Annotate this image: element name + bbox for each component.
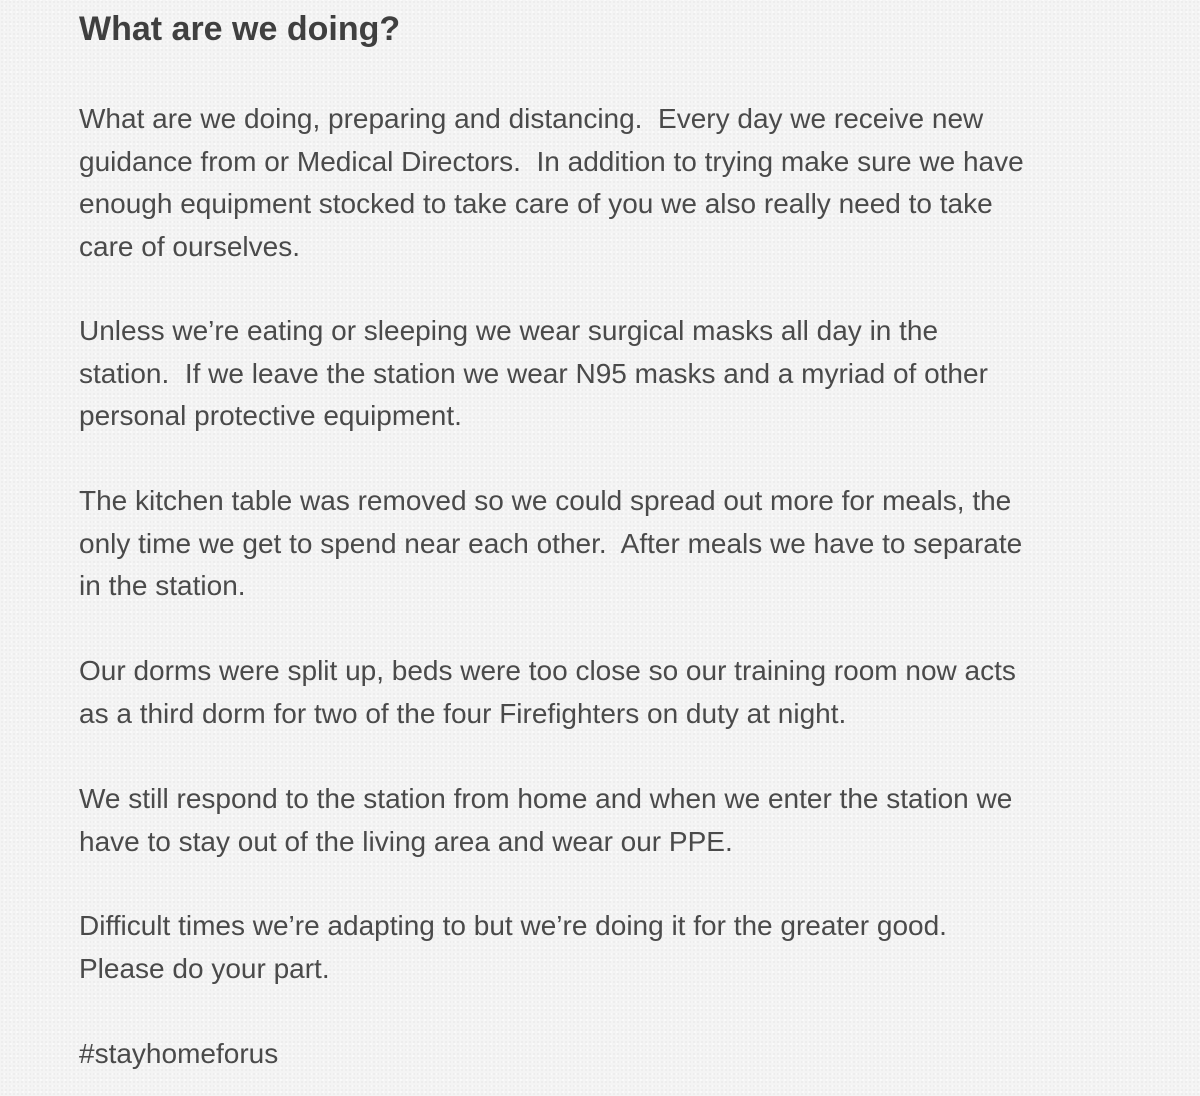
text-line: in the station.: [79, 570, 246, 601]
paragraph-dorms: [79, 650, 1016, 735]
hashtag-text: #stayhomeforus: [79, 1038, 279, 1069]
text-line: personal protective equipment.: [79, 400, 462, 431]
text-line: The kitchen table was removed so we could spread out more for meals, the: [79, 485, 1012, 516]
text-line: enough equipment stocked to take care of you we also really need to take: [79, 188, 993, 219]
text-line: Please do your part.: [79, 952, 330, 984]
text-line: Our dorms were split up, beds were too close so our training room now acts: [79, 655, 1016, 686]
paragraph-masks: [79, 310, 988, 438]
text-line: Unless we’re eating or sleeping we wear surgical masks all day in the: [79, 315, 939, 346]
paragraph-respond-from-home: [79, 778, 1012, 863]
text-line: Difficult times we’re adapting to but we’re doing it for the greater good.: [79, 910, 947, 941]
paragraph-what-we-are-doing: [79, 98, 1024, 268]
paragraph-difficult-times: [79, 905, 947, 990]
text-line: guidance from or Medical Directors. In addition to trying make sure we have: [79, 145, 1024, 177]
note-body: [79, 0, 1159, 1069]
text-line: have to stay out of the living area and wear our PPE.: [79, 825, 733, 857]
text-line: as a third dorm for two of the four Firefighters on duty at night.: [79, 697, 847, 729]
paragraph-kitchen-table: [79, 480, 1022, 608]
text-line: only time we get to spend near each other. After meals we have to separate: [79, 527, 1023, 559]
hashtag: [79, 1033, 278, 1076]
text-line: What are we doing, preparing and distancing. Every day we receive new: [79, 103, 984, 134]
note-title: What are we doing?: [79, 10, 401, 48]
text-line: station. If we leave the station we wear N95 masks and a myriad of other: [79, 357, 988, 389]
text-line: We still respond to the station from home and when we enter the station we: [79, 783, 1013, 814]
text-line: care of ourselves.: [79, 230, 300, 262]
